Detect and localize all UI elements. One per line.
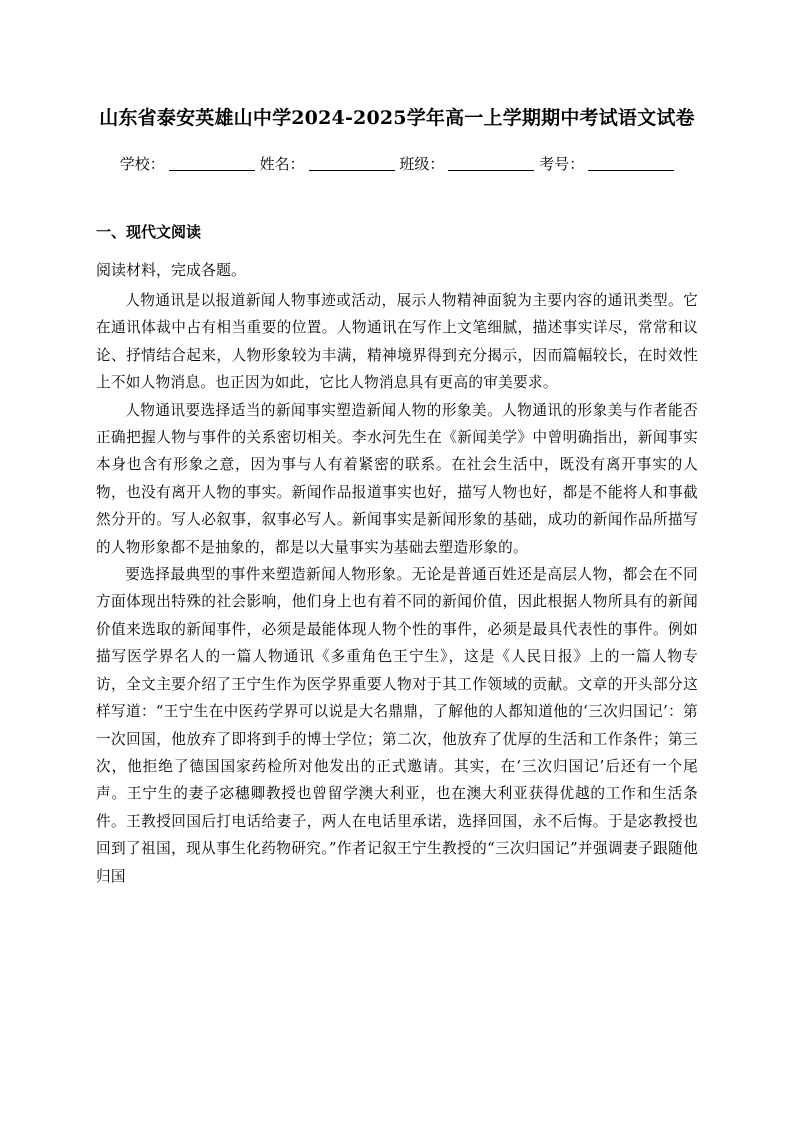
reading-instruction: 阅读材料，完成各题。 [96, 261, 247, 279]
class-field [399, 153, 534, 174]
school-field [120, 153, 255, 174]
exam-number-label: 考号： [539, 155, 585, 173]
exam-number-field [539, 153, 674, 174]
passage-paragraph: 人物通讯是以报道新闻人物事迹或活动，展示人物精神面貌为主要内容的通讯类型。它在通讯体裁中占有相当重要的位置。人物通讯在写作上文笔细腻，描述事实详尽，常常和议论、抒情结合起来，人物形象较为丰满，精神境界得到充分揭示，因而篇幅较长，在时效性上不如人物消息。也正因为如此，它比人物消息具有更高的审美要求。 [96, 292, 698, 392]
school-label: 学校： [119, 155, 165, 173]
name-blank[interactable] [309, 156, 395, 171]
exam-number-blank[interactable] [588, 156, 674, 171]
name-label: 姓名： [259, 155, 305, 173]
class-label: 班级： [399, 155, 445, 173]
student-info-row [0, 153, 794, 174]
passage-paragraph: 人物通讯要选择适当的新闻事实塑造新闻人物的形象美。人物通讯的形象美与作者能否正确把握人物与事件的关系密切相关。李水河先生在《新闻美学》中曾明确指出，新闻事实本身也含有形象之意，因为事与人有着紧密的联系。在社会生活中，既没有离开事实的人物，也没有离开人物的事实。新闻作品报道事实也好，描写人物也好，都是不能将人和事截然分开的。写人必叙事，叙事必写人。新闻事实是新闻形象的基础，成功的新闻作品所描写的人物形象都不是抽象的，都是以大量事实为基础去塑造形象的。 [96, 401, 698, 556]
section-heading: 一、现代文阅读 [96, 223, 202, 241]
reading-passage [96, 287, 698, 890]
exam-title: 山东省泰安英雄山中学2024-2025学年高一上学期期中考试语文试卷 [99, 107, 695, 129]
passage-paragraph: 要选择最典型的事件来塑造新闻人物形象。无论是普通百姓还是高层人物，都会在不同方面体现出特殊的社会影响，他们身上也有着不同的新闻价值，因此根据人物所具有的新闻价值来选取的新闻事件，必须是最能体现人物个性的事件，必须是最具代表性的事件。例如描写医学界名人的一篇人物通讯《多重角色王宁生》，这是《人民日报》上的一篇人物专访，全文主要介绍了王宁生作为医学界重要人物对于其工作领域的贡献。文章的开头部分这样写道：“王宁生在中医药学界可以说是大名鼎鼎，了解他的人都知道他的‘三次归国记’：第一次回国，他放弃了即将到手的博士学位；第二次，他放弃了优厚的生活和工作条件；第三次，他拒绝了德国国家药检所对他发出的正式邀请。其实，在‘三次归国记’后还有一个尾声。王宁生的妻子宓穗卿教授也曾留学澳大利亚，也在澳大利亚获得优越的工作和生活条件。王教授回国后打电话给妻子，两人在电话里承诺，选择回国，永不后悔。于是宓教授也回到了祖国，现从事生化药物研究。”作者记叙王宁生教授的“三次归国记”并强调妻子跟随他归国 [96, 566, 698, 885]
class-blank[interactable] [448, 156, 534, 171]
name-field [260, 153, 395, 174]
school-blank[interactable] [169, 156, 255, 171]
